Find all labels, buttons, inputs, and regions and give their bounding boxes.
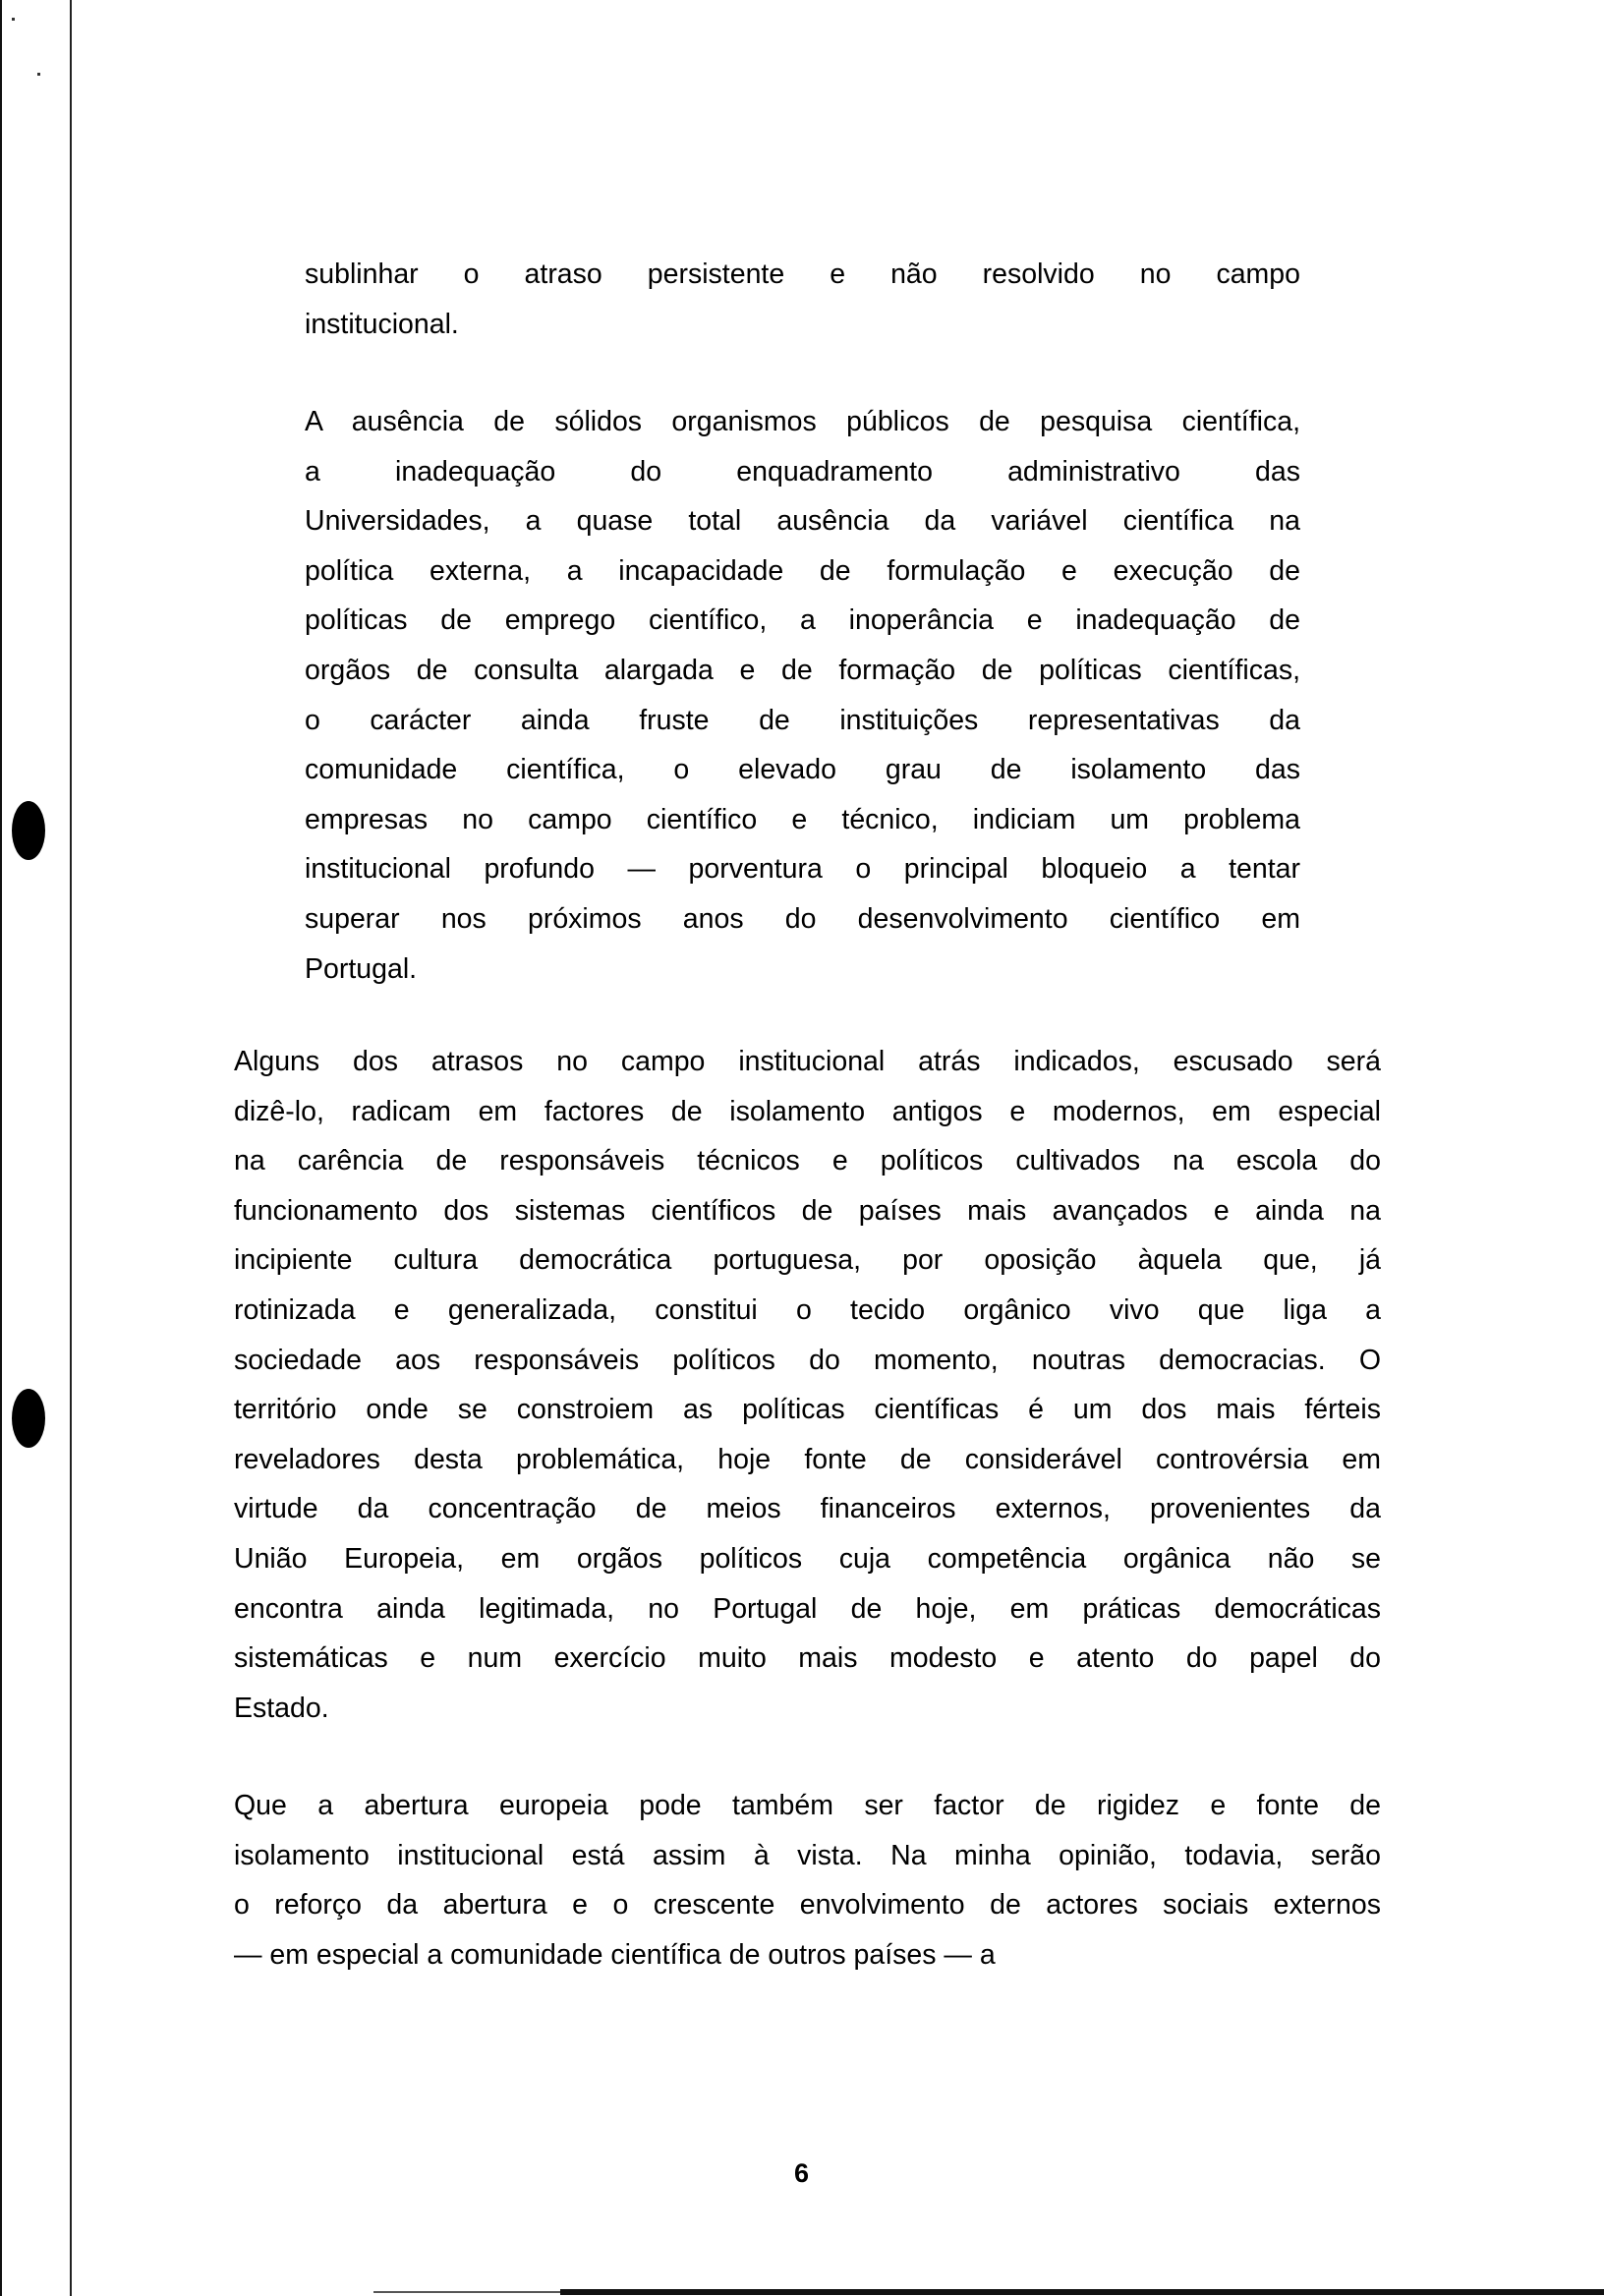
scan-speck xyxy=(12,18,15,21)
scan-left-edge xyxy=(0,0,2,2296)
text-line: dizê-lo, radicam em factores de isolamento antigos e modernos, em especial xyxy=(234,1095,1381,1127)
text-line: incipiente cultura democrática portuguesa, por oposição àquela que, já xyxy=(234,1244,1381,1277)
text-line: território onde se constroiem as políticas científicas é um dos mais férteis xyxy=(234,1394,1381,1426)
text-line: A ausência de sólidos organismos públicos de pesquisa científica, xyxy=(305,406,1300,437)
text-line: comunidade científica, o elevado grau de isolamento das xyxy=(305,754,1300,786)
text-line: Portugal. xyxy=(305,952,418,985)
text-line: União Europeia, em orgãos políticos cuja competência orgânica não se xyxy=(234,1542,1381,1575)
text-line: sublinhar o atraso persistente e não resolvido no campo xyxy=(305,258,1300,290)
text-line: virtude da concentração de meios financeiros externos, provenientes da xyxy=(234,1493,1381,1525)
scan-speck xyxy=(37,73,40,76)
text-line: sistemáticas e num exercício muito mais modesto e atento do papel do xyxy=(234,1642,1381,1675)
text-line: Alguns dos atrasos no campo institucional atrás indicados, escusado será xyxy=(234,1046,1381,1077)
paragraph-1 xyxy=(305,250,1300,349)
text-line: política externa, a incapacidade de formulação e execução de xyxy=(305,554,1300,587)
text-line: — em especial a comunidade científica de outros países — a xyxy=(234,1938,996,1971)
text-line: políticas de emprego científico, a inoperância e inadequação de xyxy=(305,604,1300,637)
text-line: institucional profundo — porventura o principal bloqueio a tentar xyxy=(305,853,1300,886)
text-line: Que a abertura europeia pode também ser factor de rigidez e fonte de xyxy=(234,1790,1381,1821)
text-line: institucional. xyxy=(305,308,459,340)
text-line: Estado. xyxy=(234,1692,329,1724)
text-line: Universidades, a quase total ausência da variável científica na xyxy=(305,505,1300,538)
text-line: rotinizada e generalizada, constitui o tecido orgânico vivo que liga a xyxy=(234,1293,1381,1326)
margin-line xyxy=(70,0,72,2296)
text-line: o carácter ainda fruste de instituições representativas da xyxy=(305,704,1300,736)
punch-hole-mark xyxy=(12,801,45,860)
bottom-scan-rule xyxy=(560,2289,1604,2295)
text-line: a inadequação do enquadramento administrativo das xyxy=(305,455,1300,488)
text-line: o reforço da abertura e o crescente envolvimento de actores sociais externos xyxy=(234,1889,1381,1922)
text-line: reveladores desta problemática, hoje fonte de considerável controvérsia em xyxy=(234,1443,1381,1475)
text-line: orgãos de consulta alargada e de formação de políticas científicas, xyxy=(305,654,1300,686)
paragraph-2 xyxy=(305,397,1300,994)
paragraph-4 xyxy=(234,1781,1381,1980)
paragraph-3 xyxy=(234,1037,1381,1733)
text-line: sociedade aos responsáveis políticos do momento, noutras democracias. O xyxy=(234,1344,1381,1376)
text-line: empresas no campo científico e técnico, indiciam um problema xyxy=(305,803,1300,835)
punch-hole-mark xyxy=(12,1389,45,1448)
text-line: funcionamento dos sistemas científicos de países mais avançados e ainda na xyxy=(234,1194,1381,1227)
text-line: isolamento institucional está assim à vista. Na minha opinião, todavia, serão xyxy=(234,1839,1381,1871)
bottom-scan-rule xyxy=(373,2291,560,2293)
text-line: encontra ainda legitimada, no Portugal de hoje, em práticas democráticas xyxy=(234,1592,1381,1625)
text-line: superar nos próximos anos do desenvolvimento científico em xyxy=(305,902,1300,935)
text-line: na carência de responsáveis técnicos e políticos cultivados na escola do xyxy=(234,1145,1381,1177)
page-number: 6 xyxy=(794,2158,810,2188)
